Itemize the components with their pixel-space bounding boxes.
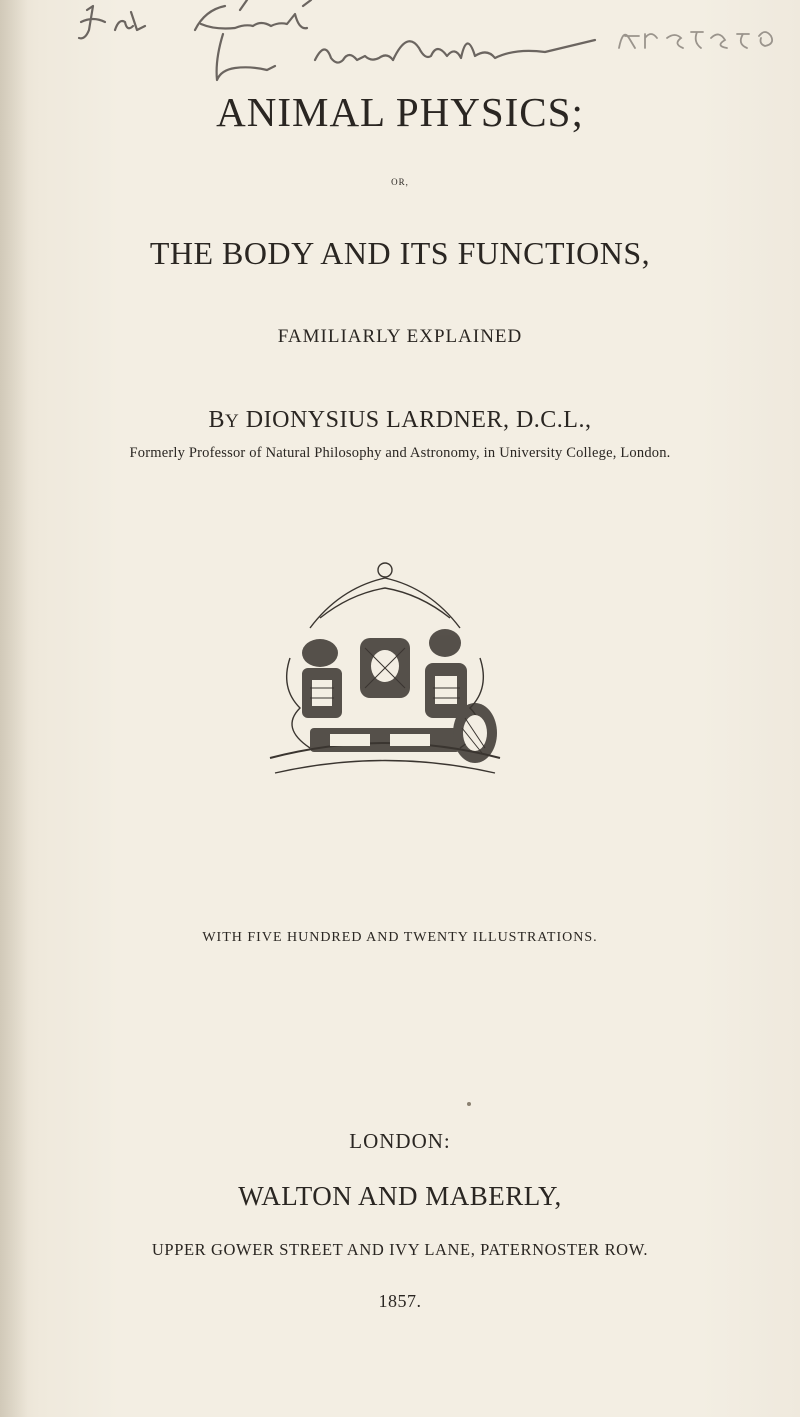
imprint-publisher: WALTON AND MABERLY, [238,1181,562,1211]
author-line [0,407,800,434]
ornamental-emblem-engraving [250,548,520,793]
illustrations-note: WITH FIVE HUNDRED AND TWENTY ILLUSTRATIONS. [202,930,598,945]
title-conjunction: OR, [391,177,409,187]
book-subtitle: THE BODY AND ITS FUNCTIONS, [149,235,651,271]
book-subtitle-secondary: FAMILIARLY EXPLAINED [277,326,523,347]
author-description: Formerly Professor of Natural Philosophy and Astronomy, in University College, London. [129,445,671,461]
imprint-address: UPPER GOWER STREET AND IVY LANE, PATERNOSTER ROW. [151,1240,649,1259]
paper-speck [467,1102,471,1106]
author-name: DIONYSIUS LARDNER, D.C.L., [245,407,592,433]
imprint-city: LONDON: [349,1129,451,1153]
book-title: ANIMAL PHYSICS; [216,89,584,135]
imprint-year: 1857. [378,1291,422,1311]
shelf-mark-handwriting [615,18,785,58]
author-prefix-rest: Y [225,411,240,432]
author-prefix-cap: B [208,407,226,433]
